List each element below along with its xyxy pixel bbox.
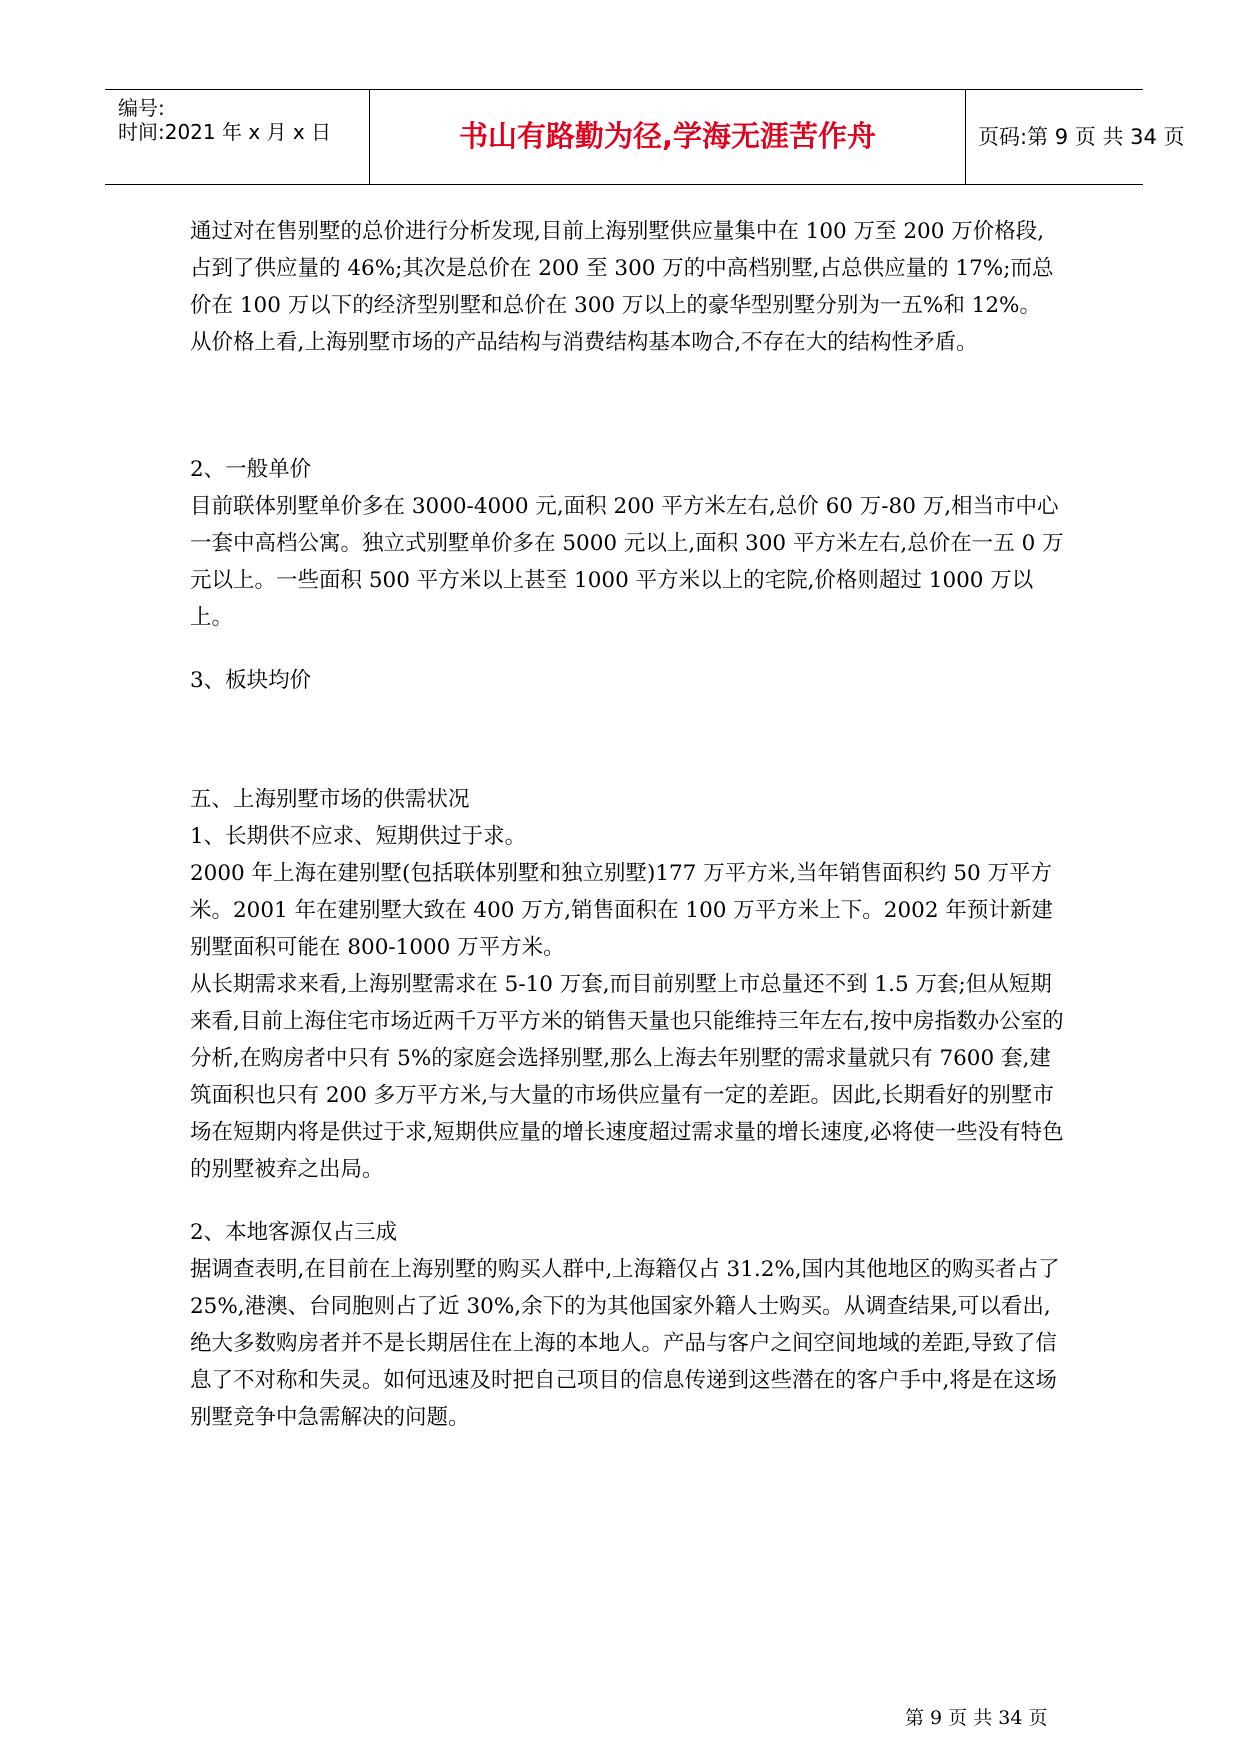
- paragraph-demand-analysis: 从长期需求来看,上海别墅需求在 5-10 万套,而目前别墅上市总量还不到 1.5 万套;但从短期来看,目前上海住宅市场近两千万平方米的销售天量也只能维持三年左右,按中房指数办公室的分析,在购房者中只有 5%的家庭会选择别墅,那么上海去年别墅的需求量就只有 7600 套,建筑面积也只有 200 多万平方米,与大量的市场供应量有一定的差距。因此,长期看好的别墅市场在短期内将是供过于求,短期供应量的增长速度超过需求量的增长速度,必将使一些没有特色的别墅被弃之出局。: [190, 972, 1064, 1182]
- header-info-cell: [105, 90, 370, 184]
- paragraph-construction-area: 2000 年上海在建别墅(包括联体别墅和独立别墅)177 万平方米,当年销售面积约 50 万平方米。2001 年在建别墅大致在 400 万方,销售面积在 100 万平方米上下。2002 年预计新建别墅面积可能在 800-1000 万平方米。: [190, 861, 1053, 960]
- page-header: [105, 89, 1185, 185]
- heading-general-unit-price: 2、一般单价: [190, 457, 312, 482]
- header-page-code: 页码:第 9 页 共 34 页: [978, 125, 1185, 149]
- paragraph-price-structure: 从价格上看,上海别墅市场的产品结构与消费结构基本吻合,不存在大的结构性矛盾。: [190, 330, 978, 355]
- document-number-label: 编号:: [118, 96, 165, 120]
- header-motto-cell: [370, 90, 966, 184]
- paragraph-total-price-analysis: 通过对在售别墅的总价进行分析发现,目前上海别墅供应量集中在 100 万至 200 万价格段,占到了供应量的 46%;其次是总价在 200 至 300 万的中高档别墅,占总供应量的 17%;而总价在 100 万以下的经济型别墅和总价在 300 万以上的豪华型别墅分别为一五%和 12%。: [190, 219, 1054, 318]
- document-body: [190, 213, 1065, 1436]
- document-time-label: 时间:2021 年 x 月 x 日: [118, 120, 332, 144]
- header-page-cell: [966, 90, 1185, 184]
- paragraph-buyer-survey: 据调查表明,在目前在上海别墅的购买人群中,上海籍仅占 31.2%,国内其他地区的购买者占了 25%,港澳、台同胞则占了近 30%,余下的为其他国家外籍人士购买。从调查结果,可以看出,绝大多数购房者并不是长期居住在上海的本地人。产品与客户之间空间地域的差距,导致了信息了不对称和失灵。如何迅速及时把自己项目的信息传递到这些潜在的客户手中,将是在这场别墅竞争中急需解决的问题。: [190, 1257, 1060, 1430]
- heading-section-supply-demand: 五、上海别墅市场的供需状况: [190, 787, 470, 812]
- heading-block-average-price: 3、板块均价: [190, 668, 312, 693]
- page-footer: 第 9 页 共 34 页: [905, 1707, 1048, 1729]
- heading-long-short-term: 1、长期供不应求、短期供过于求。: [190, 824, 527, 849]
- paragraph-unit-price: 目前联体别墅单价多在 3000-4000 元,面积 200 平方米左右,总价 60 万-80 万,相当市中心一套中高档公寓。独立式别墅单价多在 5000 元以上,面积 300 平方米左右,总价在一五 0 万元以上。一些面积 500 平方米以上甚至 1000 平方米以上的宅院,价格则超过 1000 万以上。: [190, 494, 1064, 630]
- header-motto: 书山有路勤为径,学海无涯苦作舟: [458, 119, 877, 153]
- heading-local-customers: 2、本地客源仅占三成: [190, 1220, 398, 1245]
